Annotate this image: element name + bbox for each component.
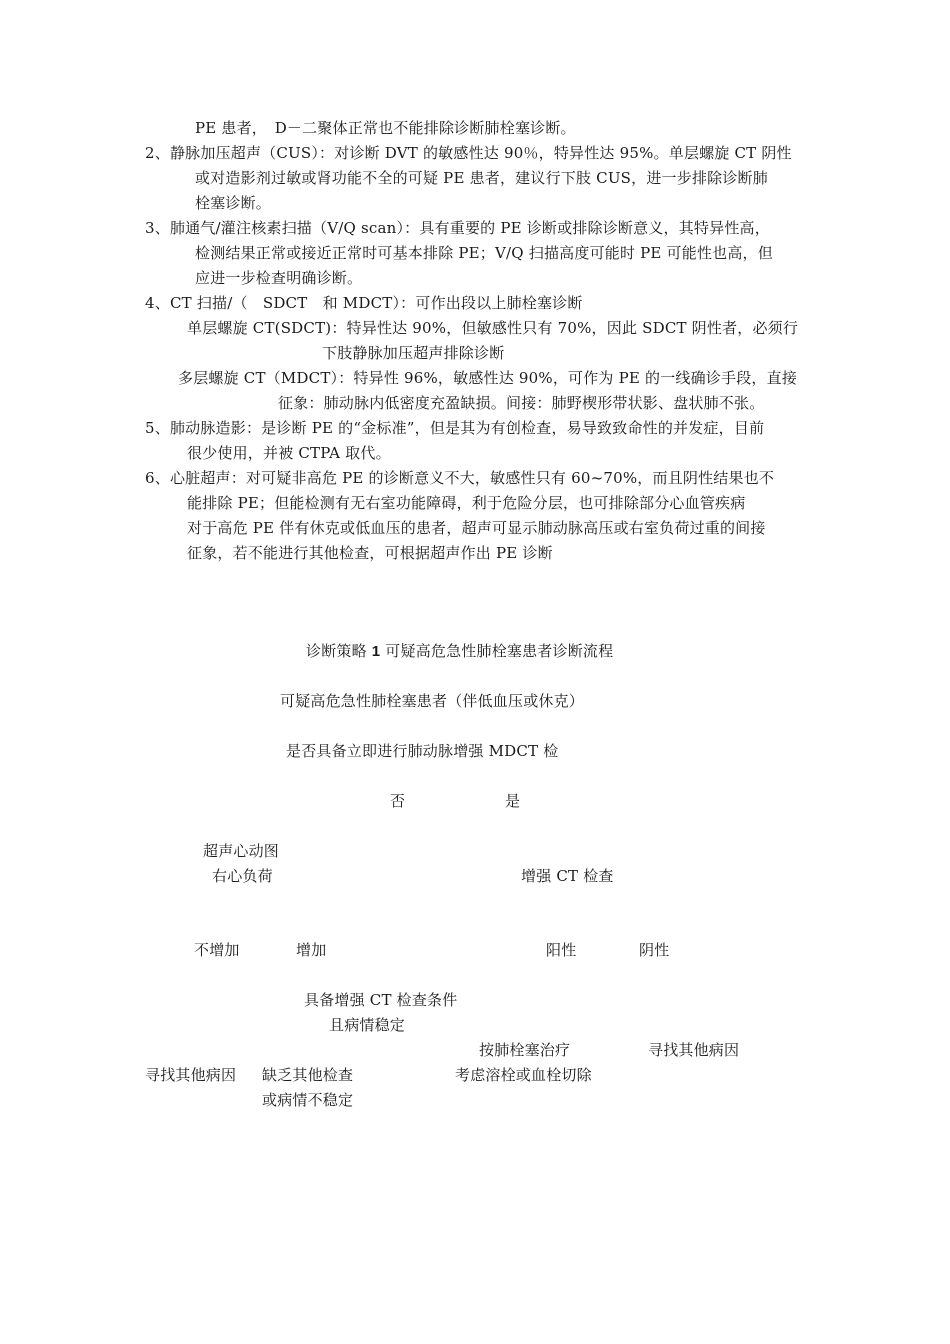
node-treat-pe: 按肺栓塞治疗 [479,1041,571,1059]
sdct-line-1: 单层螺旋 CT(SDCT)：特异性达 90%，但敏感性只有 70%，因此 SDCT 阴性者，必须行 [187,319,799,337]
item-3-line-1: 3、肺通气/灌注核素扫描（V/Q scan）：具有重要的 PE 诊断或排除诊断意义，其特异性高， [145,219,770,237]
node-increased: 增加 [296,941,327,959]
flowchart-title-number: 1 [371,643,381,660]
flowchart-title-prefix: 诊断策略 [306,642,372,660]
node-lack-exam-2: 或病情不稳定 [262,1091,354,1109]
item-2-line-1 [145,141,807,166]
item-5-line-1: 5、肺动脉造影：是诊断 PE 的“金标准”，但是其为有创检查，易导致致命性的并发症，目前 [145,419,765,437]
mdct-line-1: 多层螺旋 CT（MDCT）：特异性 96%，敏感性达 90%，可作为 PE 的一线确诊手段，直接 [178,369,798,387]
sdct-line-2: 下肢静脉加压超声排除诊断 [322,344,505,362]
item-3-line-2: 检测结果正常或接近正常时可基本排除 PE；V/Q 扫描高度可能时 PE 可能性也高，但 [195,244,773,262]
flowchart-title-text: 可疑高危急性肺栓塞患者诊断流程 [380,642,614,660]
node-enhanced-ct: 增强 CT 检查 [521,867,614,885]
node-other-cause-left: 寻找其他病因 [145,1066,237,1084]
item-6-line-1: 6、心脏超声：对可疑非高危 PE 的诊断意义不大，敏感性只有 60~70%，而且阴性结果也不 [145,469,775,487]
node-suspected-patient: 可疑高危急性肺栓塞患者（伴低血压或休克） [280,692,585,710]
node-negative: 阴性 [639,941,670,959]
node-thrombolysis: 考虑溶栓或血栓切除 [455,1066,592,1084]
node-lack-exam-1: 缺乏其他检查 [262,1066,354,1084]
item-6-line-2: 能排除 PE；但能检测有无右室功能障碍，利于危险分层，也可排除部分心血管疾病 [187,494,746,512]
item-2-line-2: 或对造影剂过敏或肾功能不全的可疑 PE 患者，建议行下肢 CUS，进一步排除诊断肺 [195,169,768,187]
node-positive: 阳性 [546,941,577,959]
node-ct-conditions-2: 且病情稳定 [329,1016,406,1034]
item-5-line-2: 很少使用，并被 CTPA 取代。 [187,444,391,462]
item-6-line-4: 征象，若不能进行其他检查，可根据超声作出 PE 诊断 [187,544,553,562]
node-right-heart-load: 右心负荷 [212,867,273,885]
node-not-increased: 不增加 [194,941,240,959]
item-4-line-1: 4、CT 扫描/（ SDCT 和 MDCT）：可作出段以上肺栓塞诊断 [145,294,583,312]
flowchart-title [306,639,613,664]
item-2-text-1: 2、静脉加压超声（CUS）：对诊断 DVT 的敏感性达 90％，特异性达 95%。单层螺旋 CT 阴性 [145,144,792,162]
branch-no: 否 [390,792,406,810]
item-6-line-3: 对于高危 PE 伴有休克或低血压的患者，超声可显示肺动脉高压或右室负荷过重的间接 [187,519,766,537]
item-2-line-3: 栓塞诊断。 [195,194,272,212]
node-echocardiogram: 超声心动图 [203,842,280,860]
node-other-cause-right: 寻找其他病因 [648,1041,740,1059]
node-mdct-question: 是否具备立即进行肺动脉增强 MDCT 检 [286,742,559,760]
branch-yes: 是 [505,792,521,810]
pe-patient-line: PE 患者， D－二聚体正常也不能排除诊断肺栓塞诊断。 [195,119,576,137]
mdct-line-2: 征象：肺动脉内低密度充盈缺损。间接：肺野楔形带状影、盘状肺不张。 [278,394,765,412]
node-ct-conditions-1: 具备增强 CT 检查条件 [304,991,458,1009]
item-3-line-3: 应进一步检查明确诊断。 [195,269,363,287]
